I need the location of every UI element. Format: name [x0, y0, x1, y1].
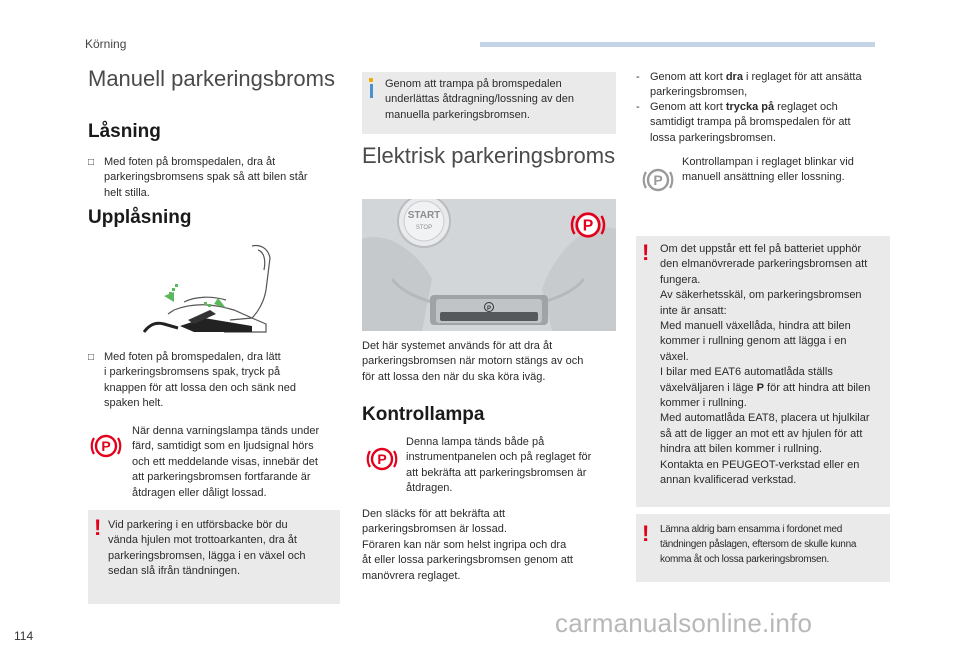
dash-item-pull: - Genom att kort dra i reglaget för att ansätta parkeringsbromsen,	[636, 71, 862, 99]
control-lamp-icon	[366, 443, 398, 475]
checkbox-bullet-icon: □	[88, 352, 95, 363]
control-lamp-text: Denna lampa tänds både på instrumentpanelen och på reglaget för att bekräfta att parkeringsbromsen är åtdragen.	[406, 436, 592, 495]
parking-brake-warning-lamp-icon	[90, 430, 122, 462]
warning-lamp-note: När denna varningslampa tänds under färd, samtidigt som en ljudsignal hörs och ett meddelande visas, innebär det att parkeringsbromsen fortfarande är åtdragen eller dåligt lossad.	[132, 425, 320, 499]
page-number: 114	[14, 629, 34, 643]
info-icon	[370, 84, 373, 98]
section-label: Körning	[85, 37, 127, 51]
locking-instruction: □ Med foten på bromspedalen, dra åt parkeringsbromsens spak så att bilen står helt stilla.	[88, 156, 308, 199]
svg-text:P: P	[101, 438, 111, 454]
heading-unlocking: Upplåsning	[88, 207, 192, 228]
watermark: carmanualsonline.info	[555, 608, 813, 638]
heading-locking: Låsning	[88, 121, 161, 142]
console-photo	[362, 199, 616, 331]
electric-system-text: Det här systemet används för att dra åt parkeringsbromsen när motorn stängs av och för att lossa den när du ska köra iväg.	[362, 340, 584, 383]
unlocking-instruction: □ Med foten på bromspedalen, dra lätt i parkeringsbromsens spak, tryck på knappen för att lossa den och sänk ned spaken helt.	[88, 351, 297, 410]
checkbox-bullet-icon: □	[88, 157, 95, 168]
slope-warning-text: Vid parkering i en utförsbacke bör du vända hjulen mot trottoarkanten, dra åt parkeringsbromsen, lägga i en växel och sedan slå ifrån tändningen.	[108, 519, 306, 578]
blink-note: Kontrollampan i reglaget blinkar vid manuell ansättning eller lossning.	[682, 156, 854, 184]
stop-label: STOP	[415, 225, 433, 231]
info-text: Genom att trampa på bromspedalen underlättas åtdragning/lossning av den manuella parkeringsbromsen.	[385, 78, 574, 121]
svg-text:P: P	[486, 306, 492, 312]
parking-brake-lever-illustration	[134, 240, 304, 340]
warning-exclamation-icon: !	[642, 240, 650, 265]
warning-exclamation-icon: !	[642, 521, 650, 546]
control-lamp-grey-icon	[642, 164, 674, 196]
lamp-off-text: Den släcks för att bekräfta att parkeringsbromsen är lossad. Föraren kan när som helst ingripa och dra åt eller lossa parkeringsbromsen genom att manövrera reglaget.	[362, 508, 573, 582]
parking-brake-lamp-icon	[570, 207, 606, 243]
start-label: START	[407, 210, 441, 221]
dash-item-push: - Genom att kort trycka på reglaget och samtidigt trampa på bromspedalen för att lossa parkeringsbromsen.	[636, 101, 851, 144]
child-warning-text: Lämna aldrig barn ensamma i fordonet med tändningen påslagen, eftersom de skulle kunna komma åt och lossa parkeringsbromsen.	[660, 524, 857, 565]
title-manual-parking-brake: Manuell parkeringsbroms	[88, 66, 335, 91]
warning-exclamation-icon: !	[94, 515, 102, 540]
header-accent-bar	[480, 42, 875, 47]
title-electric-parking-brake: Elektrisk parkeringsbroms	[362, 143, 616, 168]
svg-text:P: P	[582, 217, 594, 235]
battery-warning-text: Om det uppstår ett fel på batteriet upphör den elmanövrerade parkeringsbromsen att fungera. Av säkerhetsskäl, om parkeringsbromsen inte är ansatt: Med manuell växellåda, hindra att bilen kommer i rullning genom att lägga i en växel. I bilar med EAT6 automatlåda ställs växelväljaren i läge P för att hindra att bilen kommer i rullning. Med automatlåda EAT8, placera ut hjulkilar så att de ligger an mot ett av hjulen för att hindra att bilen kommer i rullning. Kontakta en PEUGEOT-verkstad eller en annan kvalificerad verkstad.	[660, 243, 871, 487]
svg-text:P: P	[653, 172, 663, 188]
heading-control-lamp: Kontrollampa	[362, 404, 485, 425]
svg-text:P: P	[377, 451, 387, 467]
info-icon-dot	[369, 78, 373, 82]
